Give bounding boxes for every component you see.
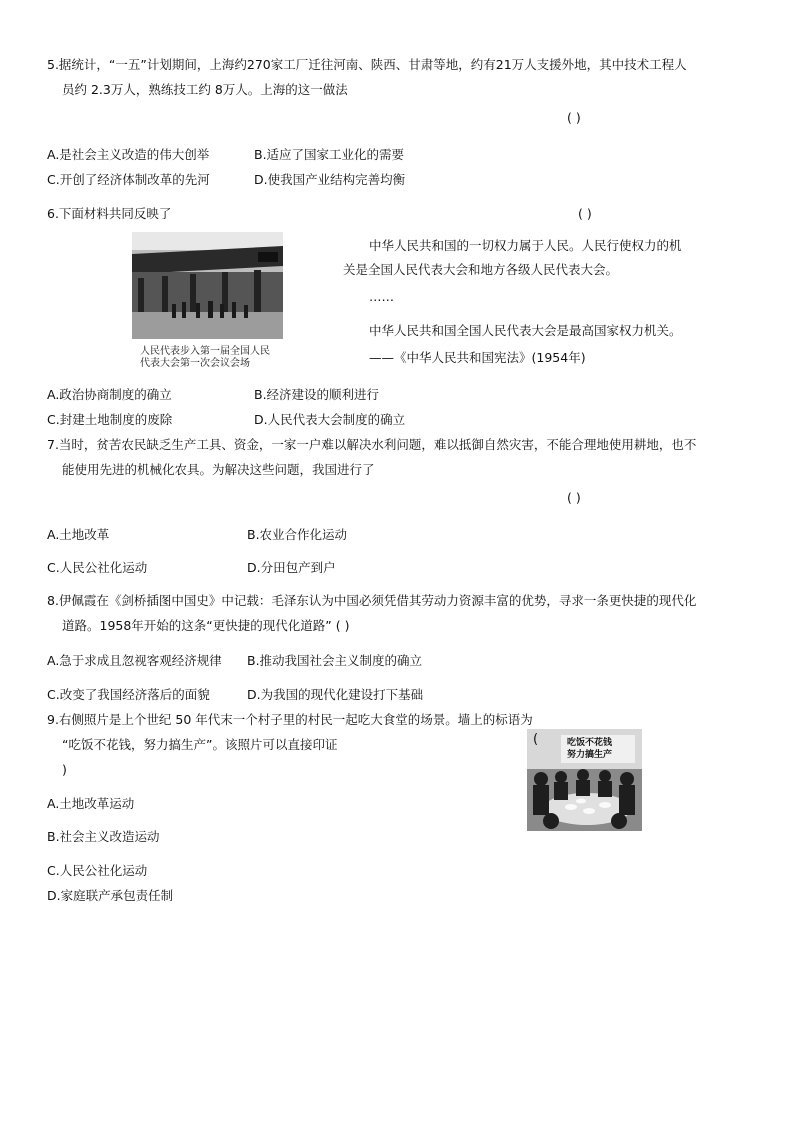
q8-option-d[interactable]: D.为我国的现代化建设打下基础	[247, 687, 424, 702]
q7-stem-line2: 能使用先进的机械化农具。为解决这些问题，我国进行了	[62, 462, 375, 477]
constitution-ellipsis: ……	[369, 289, 394, 304]
q7-answer-blank[interactable]: ( )	[567, 490, 581, 505]
q7-option-c[interactable]: C.人民公社化运动	[47, 560, 148, 575]
q9-stem-line2: “吃饭不花钱，努力搞生产”。该照片可以直接印证	[62, 737, 338, 752]
q5-option-a[interactable]: A.是社会主义改造的伟大创举	[47, 147, 210, 162]
q9-answer-paren-close[interactable]: )	[62, 762, 67, 777]
q6-stem: 6.下面材料共同反映了	[47, 206, 172, 221]
q7-option-a[interactable]: A.土地改革	[47, 527, 110, 542]
q9-option-b[interactable]: B.社会主义改造运动	[47, 829, 160, 844]
canteen-photo	[527, 729, 642, 831]
q6-option-b[interactable]: B.经济建设的顺利进行	[254, 387, 380, 402]
q9-answer-paren-open: (	[533, 732, 539, 747]
canteen-slogan-line2: 努力搞生产	[567, 750, 613, 760]
q9-option-d[interactable]: D.家庭联产承包责任制	[47, 888, 174, 903]
q6-answer-blank[interactable]: ( )	[578, 206, 592, 221]
constitution-quote-line2: 关是全国人民代表大会和地方各级人民代表大会。	[343, 262, 619, 277]
q6-option-a[interactable]: A.政治协商制度的确立	[47, 387, 172, 402]
q5-option-c[interactable]: C.开创了经济体制改革的先河	[47, 172, 210, 187]
constitution-source: ——《中华人民共和国宪法》(1954年)	[369, 350, 586, 365]
q7-stem-line1: 7.当时，贫苦农民缺乏生产工具、资金，一家一户难以解决水利问题，难以抵御自然灾害，不能合理地使用耕地，也不	[47, 437, 697, 452]
constitution-quote-line3: 中华人民共和国全国人民代表大会是最高国家权力机关。	[369, 323, 682, 338]
q9-stem-line1: 9.右侧照片是上个世纪 50 年代末一个村子里的村民一起吃大食堂的场景。墙上的标语为	[47, 712, 533, 727]
canteen-slogan-line1: 吃饭不花钱	[567, 738, 613, 748]
q5-answer-blank[interactable]: ( )	[567, 110, 581, 125]
npc-hall-photo	[132, 232, 283, 339]
q6-option-c[interactable]: C.封建土地制度的废除	[47, 412, 173, 427]
npc-photo-caption-line1: 人民代表步入第一届全国人民	[140, 346, 270, 357]
q5-option-d[interactable]: D.使我国产业结构完善均衡	[254, 172, 406, 187]
q6-option-d[interactable]: D.人民代表大会制度的确立	[254, 412, 406, 427]
q8-option-b[interactable]: B.推动我国社会主义制度的确立	[247, 653, 423, 668]
q9-option-a[interactable]: A.土地改革运动	[47, 796, 135, 811]
q7-option-b[interactable]: B.农业合作化运动	[247, 527, 348, 542]
q5-stem-line2: 员约 2.3万人，熟练技工约 8万人。上海的这一做法	[62, 82, 348, 97]
q8-option-c[interactable]: C.改变了我国经济落后的面貌	[47, 687, 210, 702]
q9-option-c[interactable]: C.人民公社化运动	[47, 863, 148, 878]
q8-stem-line1: 8.伊佩霞在《剑桥插图中国史》中记载：毛泽东认为中国必须凭借其劳动力资源丰富的优势，寻求一条更快捷的现代化	[47, 593, 697, 608]
constitution-quote-line1: 中华人民共和国的一切权力属于人民。人民行使权力的机	[369, 238, 682, 253]
npc-photo-caption-line2: 代表大会第一次会议会场	[140, 358, 250, 369]
npc-hall-photo-drawing	[132, 232, 283, 339]
q8-option-a[interactable]: A.急于求成且忽视客观经济规律	[47, 653, 222, 668]
q5-stem-line1: 5.据统计，“一五”计划期间，上海约270家工厂迁往河南、陕西、甘肃等地，约有21万人支援外地，其中技术工程人	[47, 57, 687, 72]
q7-option-d[interactable]: D.分田包产到户	[247, 560, 336, 575]
q5-option-b[interactable]: B.适应了国家工业化的需要	[254, 147, 405, 162]
q8-stem-line2: 道路。1958年开始的这条“更快捷的现代化道路” ( )	[62, 618, 350, 633]
